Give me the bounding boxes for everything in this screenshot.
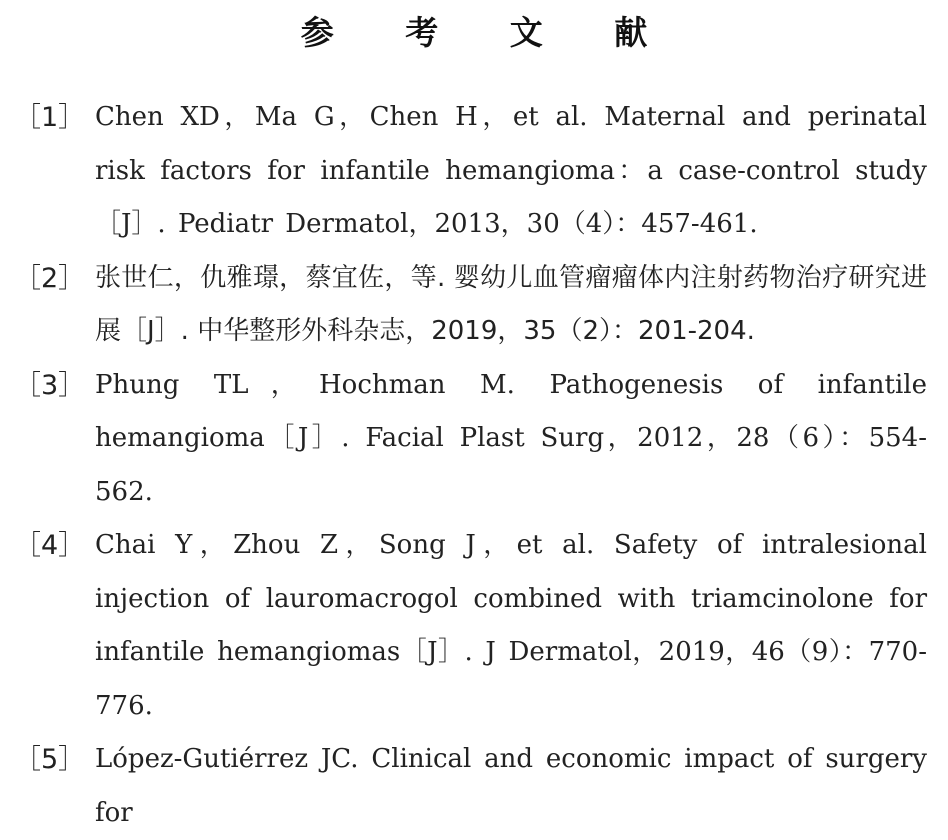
reference-number: ［1］ <box>14 102 86 133</box>
reference-item-5 <box>0 733 948 840</box>
references-heading: 参 考 文 献 <box>300 13 678 52</box>
reference-text: Phung TL，Hochman M. Pathogenesis of infantile hemangioma［J］. Facial Plast Surg，2012，28（6）：554-562. <box>95 369 927 507</box>
reference-number: ［5］ <box>14 744 86 775</box>
reference-text: Chai Y，Zhou Z，Song J，et al. Safety of intralesional injection of lauromacrogol combined with triamcinolone for infantile hemangiomas［J］. J Dermatol，2019，46（9）：770-776. <box>95 530 927 721</box>
reference-item-4 <box>0 519 948 733</box>
reference-list <box>0 91 948 840</box>
reference-number: ［2］ <box>14 262 86 294</box>
reference-number: ［4］ <box>14 530 86 561</box>
reference-item-2 <box>0 252 948 359</box>
reference-item-1 <box>0 91 948 252</box>
reference-text: Chen XD，Ma G，Chen H，et al. Maternal and perinatal risk factors for infantile hemangioma：a case-control study［J］. Pediatr Dermatol，2013，30（4）：457-461. <box>95 102 927 239</box>
reference-number: ［3］ <box>14 369 86 401</box>
reference-text: 张世仁，仇雅璟，蔡宜佐，等. 婴幼儿血管瘤瘤体内注射药物治疗研究进展［J］. 中华整形外科杂志，2019，35（2）：201-204. <box>95 262 927 346</box>
reference-text: López-Gutiérrez JC. Clinical and economic impact of surgery for <box>95 744 927 828</box>
reference-item-3 <box>0 359 948 520</box>
